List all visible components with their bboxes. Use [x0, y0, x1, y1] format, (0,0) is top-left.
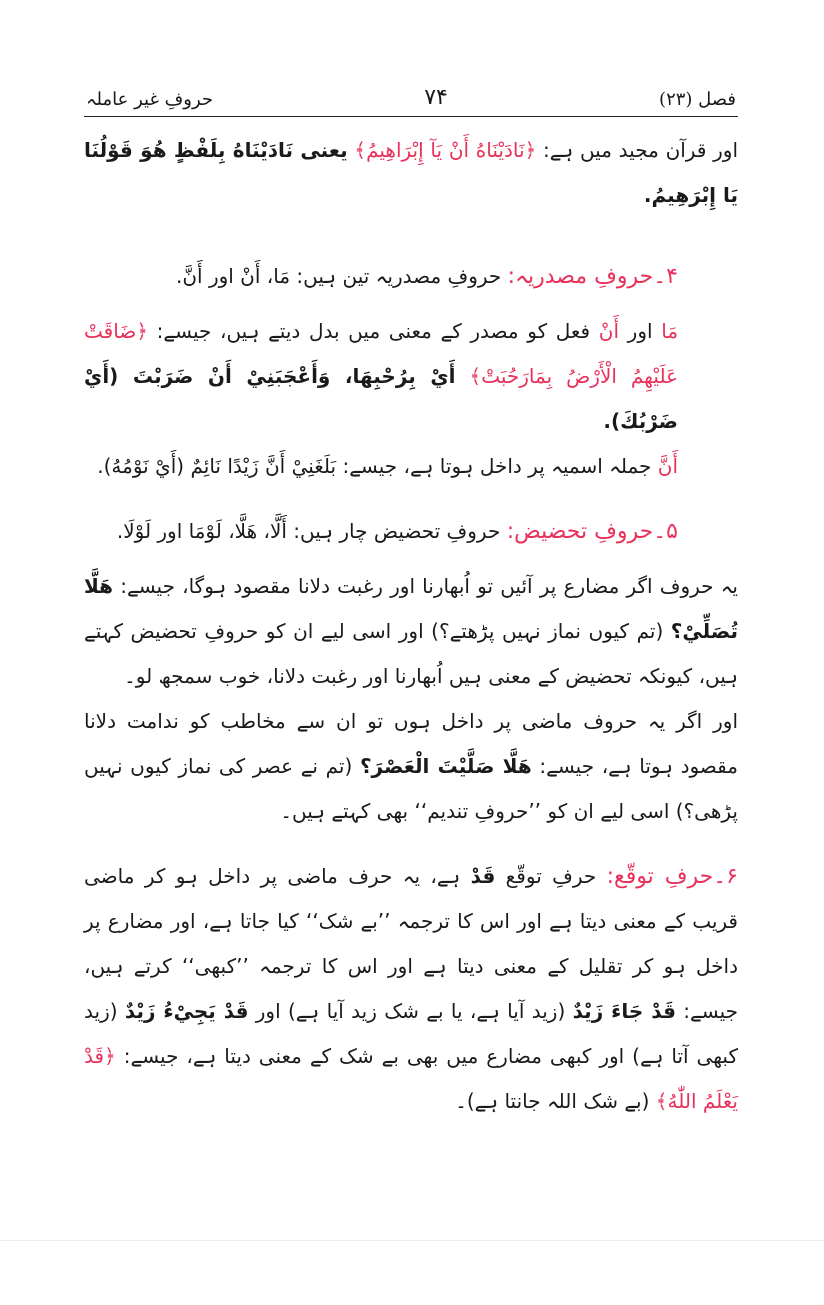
quran-quote: ﴿قَدْ يَعْلَمُ اللّٰهُ﴾: [84, 1044, 738, 1113]
section-heading: ۵۔حروفِ تحضیض:: [506, 519, 678, 544]
section-tawaqqu: [84, 854, 738, 1124]
arabic-example: قَدْ جَاءَ زَيْدٌ: [572, 999, 676, 1023]
section-masdariya: [84, 254, 738, 299]
paragraph-mudari: [84, 564, 738, 699]
page-body: [84, 128, 738, 1124]
arabic-example: هَلَّا صَلَّيْتَ الْعَصْرَ؟: [359, 754, 532, 778]
highlight-term: أَنْ: [598, 319, 620, 343]
text: (بے شک اللہ جانتا ہے)۔: [455, 1089, 650, 1113]
section-tahdeed: [84, 509, 738, 554]
scan-edge: [0, 1240, 824, 1241]
chapter-label: فصل (۲۳): [659, 89, 736, 110]
text: (زید کبھی آتا ہے) اور کبھی مضارع میں بھی بے شک کے معنی دیتا ہے، جیسے:: [84, 999, 738, 1068]
paragraph-anna: [84, 444, 738, 489]
arabic-example: هَلَّا تُصَلِّيْ؟: [84, 574, 739, 643]
paragraph-ma-an: [84, 309, 738, 444]
text: حروفِ تحضیض چار ہیں: أَلَّا، هَلَّا، لَوْمَا اور لَوْلَا.: [116, 519, 501, 543]
text: حروفِ مصدریہ تین ہیں: مَا، أَنْ اور أَنَّ.: [175, 264, 502, 288]
section-heading: ۶۔حرفِ توقّع:: [606, 864, 738, 889]
paragraph-madi: [84, 699, 738, 834]
quran-quote: ﴿ضَاقَتْ عَلَيْهِمُ الْأَرْضُ بِمَارَحُبَتْ﴾: [84, 319, 678, 388]
arabic-text: أَيْ بِرُحْبِهَا، وَأَعْجَبَنِيْ أَنْ ضَرَبْتَ (أَيْ ضَرْبُكَ).: [84, 364, 678, 433]
text: یہ حروف اگر مضارع پر آئیں تو اُبھارنا اور رغبت دلانا مقصود ہوگا، جیسے:: [113, 574, 738, 598]
text: فعل کو مصدر کے معنی میں بدل دیتے ہیں، جیسے:: [148, 319, 591, 343]
arabic-term: قَدْ: [470, 864, 496, 888]
running-header: [86, 76, 736, 110]
text: (تم کیوں نماز نہیں پڑھتے؟) اور اسی لیے ان کو حروفِ تحضیض کہتے ہیں، کیونکہ تحضیض کے معنی ہیں اُبھارنا اور رغبت دلانا، خوب سمجھ لو۔: [84, 619, 738, 688]
text: (زید آیا ہے، یا بے شک زید آیا ہے) اور: [248, 999, 566, 1023]
text: اور اگر یہ حروف ماضی پر داخل ہوں تو ان سے مخاطب کو ندامت دلانا مقصود ہوتا ہے، جیسے:: [84, 709, 738, 778]
text: (تم نے عصر کی نماز کیوں نہیں پڑھی؟) اسی لیے ان کو ’’حروفِ تندیم‘‘ بھی کہتے ہیں۔: [84, 754, 738, 823]
quran-quote: ﴿نَادَيْنَاهُ أَنْ يَآ إِبْرَاهِيمُ﴾: [354, 138, 537, 162]
highlight-term: أَنَّ: [657, 454, 678, 478]
page-number: ۷۴: [424, 85, 448, 110]
header-rule: [84, 116, 738, 117]
text: ہے، یہ حرف ماضی پر داخل ہو کر ماضی قریب کے معنی دیتا ہے اور اس کا ترجمہ ’’بے شک‘‘ کیا جاتا ہے، اور مضارع پر داخل ہو کر تقلیل کے معنی دیتا ہے اور اس کا ترجمہ ’’کبھی‘‘ کرتے ہیں، جیسے:: [84, 864, 738, 1023]
text: جملہ اسمیہ پر داخل ہوتا ہے، جیسے: بَلَغَنِيْ أَنَّ زَيْدًا نَائِمٌ (أَيْ نَوْمُهُ).: [97, 454, 652, 478]
arabic-text: یعنی نَادَيْنَاهُ بِلَفْظٍ هُوَ قَوْلُنَا يَا إِبْرَهِيمُ.: [84, 138, 738, 207]
section-heading: ۴۔حروفِ مصدریہ:: [507, 264, 678, 289]
text: اور: [619, 319, 653, 343]
highlight-term: مَا: [661, 319, 679, 343]
arabic-example: قَدْ يَجِيْءُ زَيْدٌ: [124, 999, 249, 1023]
paragraph-quran-example: [84, 128, 738, 218]
text: حرفِ توقّع: [495, 864, 597, 888]
section-title: حروفِ غیر عاملہ: [86, 89, 214, 110]
text: اور قرآن مجید میں ہے:: [536, 138, 739, 162]
